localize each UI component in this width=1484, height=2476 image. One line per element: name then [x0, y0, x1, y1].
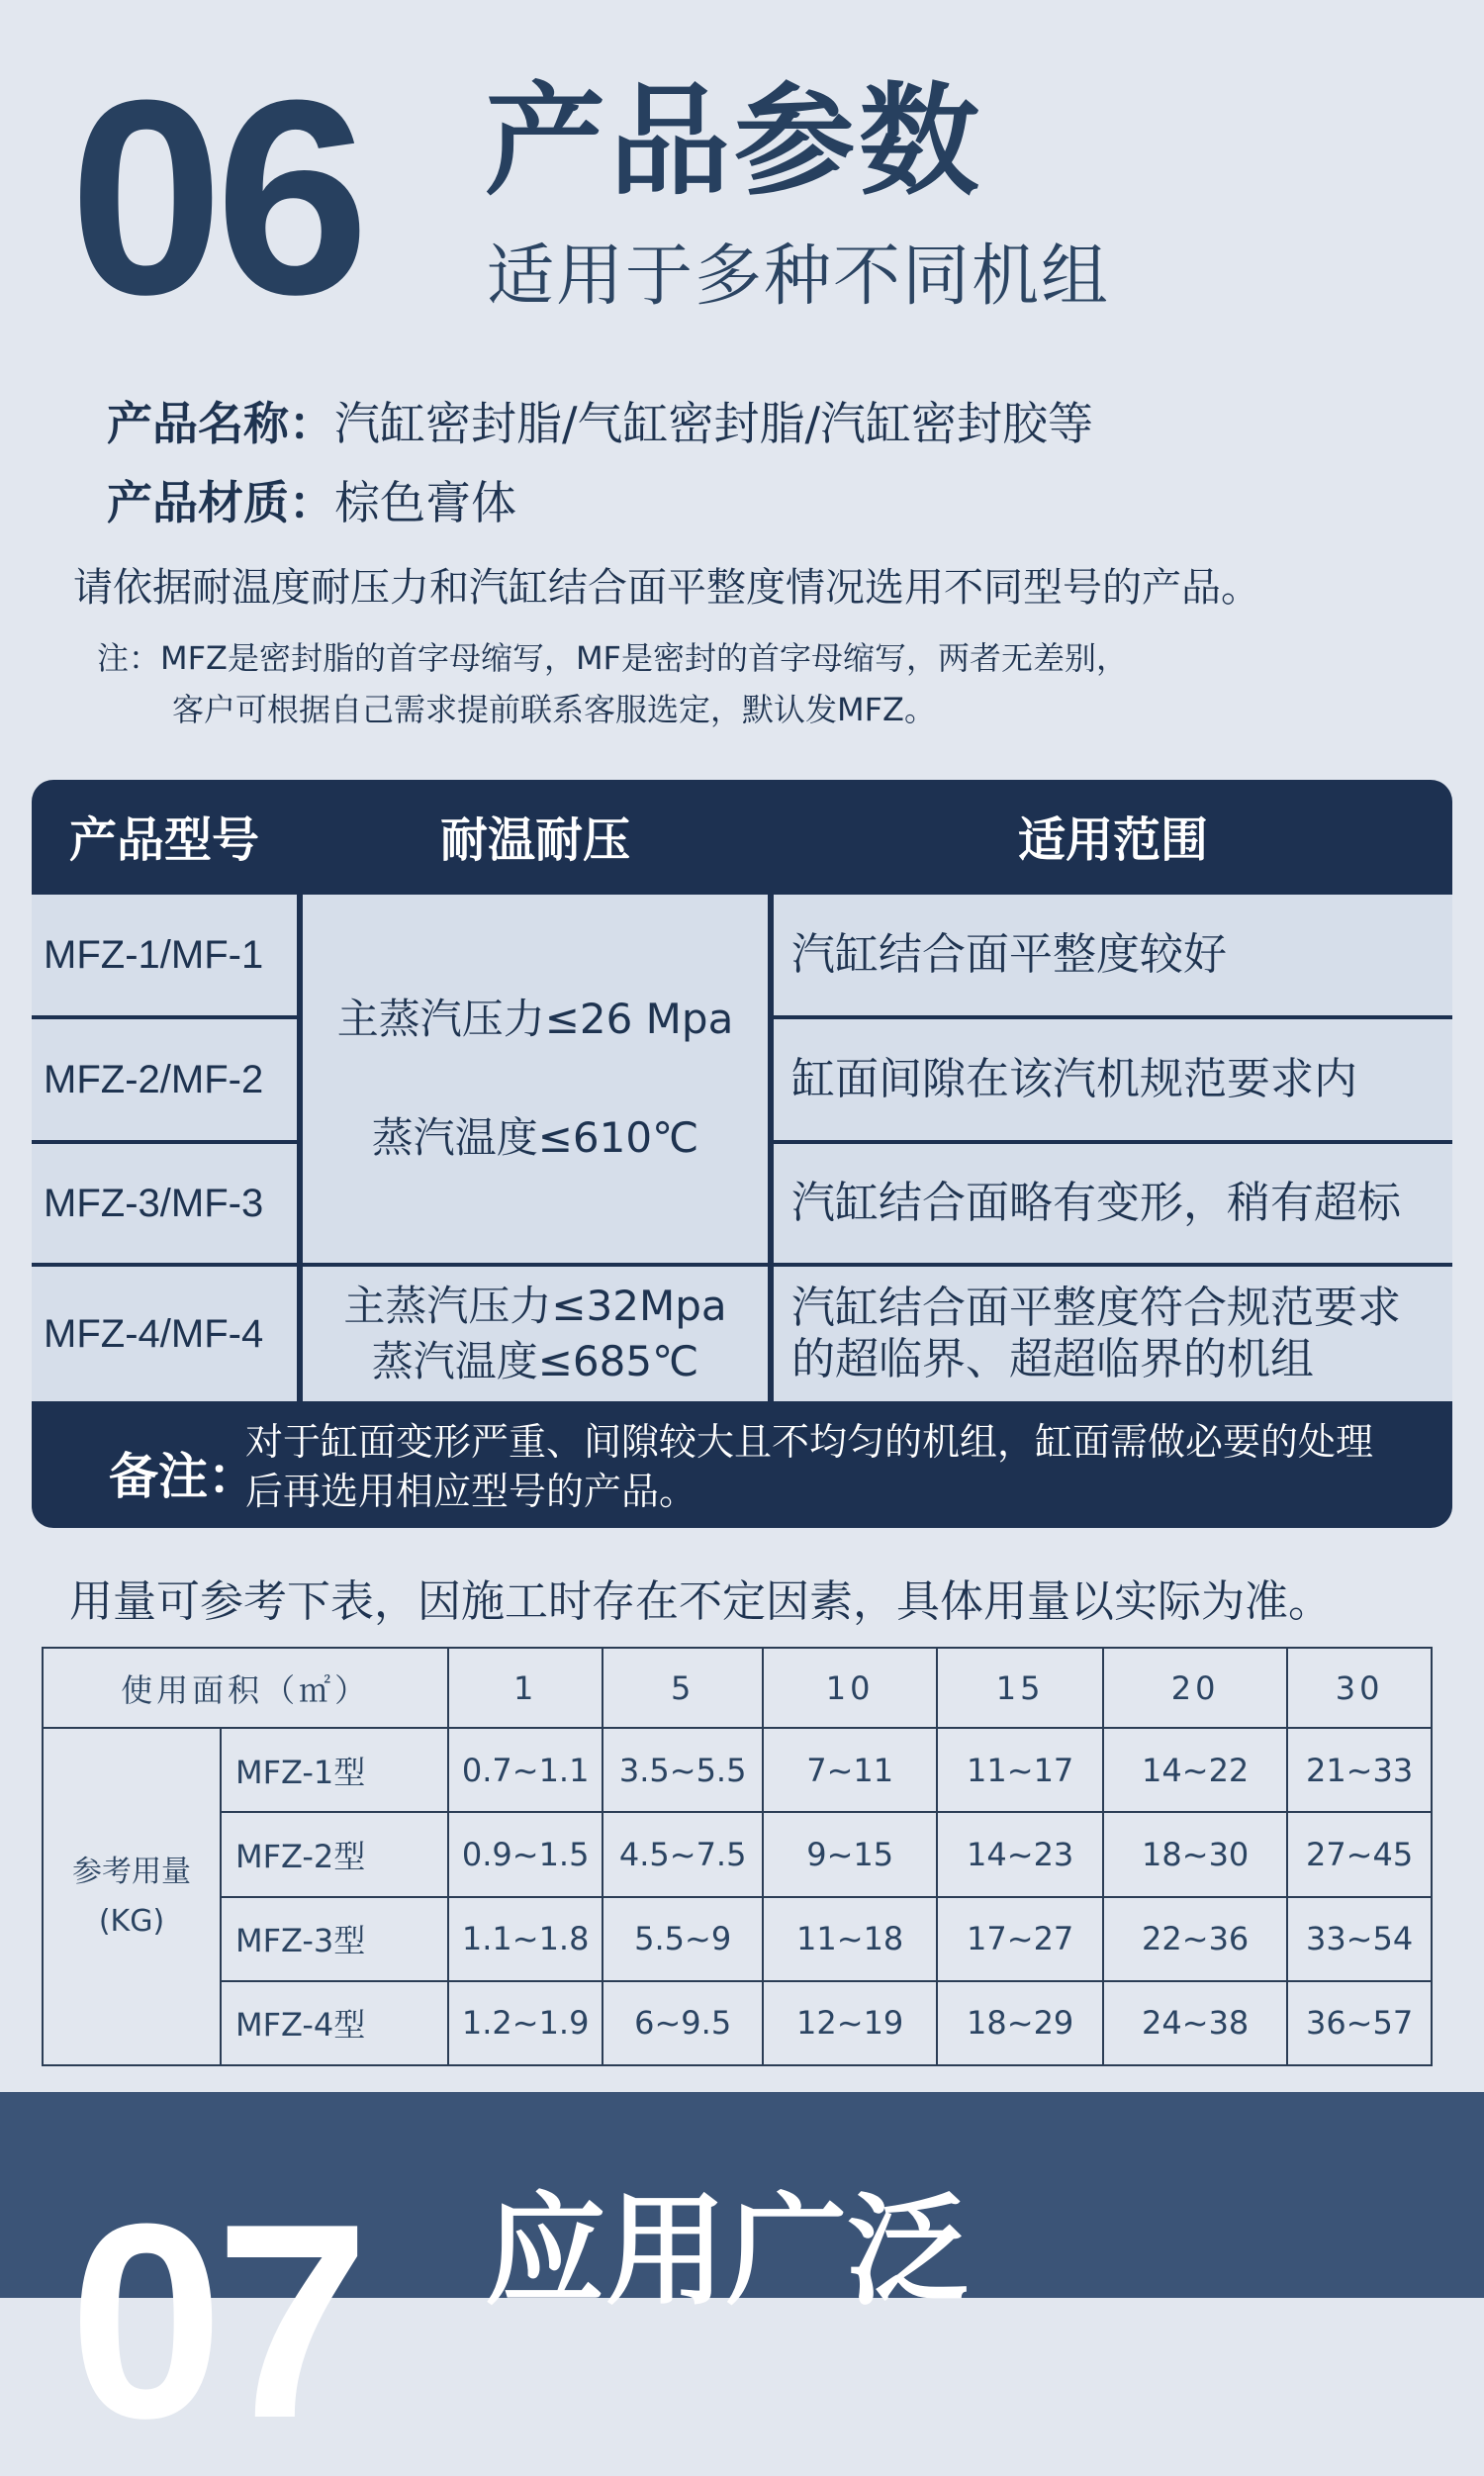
ref-label: 参考用量	[72, 1854, 191, 1889]
model-cell: MFZ-3/MF-3	[32, 1144, 297, 1263]
pressure-limit: 主蒸汽压力≤32Mpa	[343, 1282, 727, 1330]
scope-cell: 缸面间隙在该汽机规范要求内	[774, 1019, 1452, 1140]
note-line-2: 客户可根据自己需求提前联系客服选定，默认发MFZ。	[172, 691, 936, 728]
usage-value: 14~22	[1103, 1728, 1287, 1812]
header-temp-pressure: 耐温耐压	[439, 811, 630, 868]
usage-value: 3.5~5.5	[603, 1728, 763, 1812]
header-model: 产品型号	[68, 811, 259, 868]
usage-row	[43, 1897, 1432, 1981]
product-material-value: 棕色膏体	[334, 476, 516, 529]
section-title: 产品参数	[485, 71, 983, 212]
remark	[81, 1409, 1427, 1518]
usage-row	[43, 1728, 1432, 1812]
usage-value: 18~30	[1103, 1812, 1287, 1896]
usage-value: 36~57	[1287, 1981, 1432, 2065]
usage-value: 12~19	[763, 1981, 937, 2065]
usage-value: 4.5~7.5	[603, 1812, 763, 1896]
pressure-limit: 主蒸汽压力≤26 Mpa	[336, 995, 734, 1043]
usage-note: 用量可参考下表，因施工时存在不定因素，具体用量以实际为准。	[69, 1576, 1332, 1627]
selection-advice: 请依据耐温度耐压力和汽缸结合面平整度情况选用不同型号的产品。	[73, 565, 1260, 611]
remark-line: 后再选用相应型号的产品。	[245, 1470, 697, 1513]
usage-value: 11~18	[763, 1897, 937, 1981]
model-cell: MFZ-4/MF-4	[32, 1267, 297, 1401]
usage-header-row	[43, 1648, 1432, 1728]
usage-value: 6~9.5	[603, 1981, 763, 2065]
usage-value: 33~54	[1287, 1897, 1432, 1981]
usage-value: 11~17	[937, 1728, 1103, 1812]
product-material-line	[107, 473, 516, 532]
model-type: MFZ-2型	[221, 1812, 448, 1896]
usage-table	[42, 1647, 1433, 2066]
scope-line: 汽缸结合面平整度符合规范要求	[791, 1283, 1401, 1333]
usage-value: 0.9~1.5	[448, 1812, 603, 1896]
area-cell: 5	[603, 1648, 763, 1728]
product-name-line	[107, 394, 1093, 453]
usage-row	[43, 1812, 1432, 1896]
remark-label: 备注：	[109, 1448, 257, 1505]
scope-cell	[774, 1267, 1452, 1401]
temp-pressure-cell	[303, 895, 768, 1263]
ref-unit: (KG)	[98, 1903, 165, 1939]
model-cell: MFZ-1/MF-1	[32, 895, 297, 1015]
area-cell: 1	[448, 1648, 603, 1728]
remark-text	[245, 1417, 1433, 1516]
usage-value: 0.7~1.1	[448, 1728, 603, 1812]
spec-table	[32, 780, 1452, 1528]
usage-value: 9~15	[763, 1812, 937, 1896]
next-section-number: 07	[69, 2167, 362, 2476]
usage-value: 1.2~1.9	[448, 1981, 603, 2065]
product-name-label: 产品名称：	[107, 397, 334, 450]
reference-usage-label	[43, 1728, 221, 2065]
temp-pressure-cell	[303, 1267, 768, 1401]
usage-value: 24~38	[1103, 1981, 1287, 2065]
temperature-limit: 蒸汽温度≤685℃	[371, 1337, 699, 1385]
usage-value: 17~27	[937, 1897, 1103, 1981]
product-name-value: 汽缸密封脂/气缸密封脂/汽缸密封胶等	[334, 397, 1093, 450]
section-subtitle: 适用于多种不同机组	[487, 238, 1111, 316]
product-material-label: 产品材质：	[107, 476, 334, 529]
area-cell: 30	[1287, 1648, 1432, 1728]
scope-cell: 汽缸结合面略有变形，稍有超标	[774, 1144, 1452, 1263]
scope-line: 的超临界、超超临界的机组	[791, 1334, 1314, 1384]
usage-value: 14~23	[937, 1812, 1103, 1896]
usage-value: 18~29	[937, 1981, 1103, 2065]
next-section-title: 应用广泛	[485, 2181, 968, 2322]
header-scope: 适用范围	[1017, 811, 1208, 868]
section-number: 06	[69, 44, 362, 352]
usage-value: 21~33	[1287, 1728, 1432, 1812]
usage-value: 22~36	[1103, 1897, 1287, 1981]
model-type: MFZ-4型	[221, 1981, 448, 2065]
area-cell: 20	[1103, 1648, 1287, 1728]
usage-row	[43, 1981, 1432, 2065]
usage-value: 7~11	[763, 1728, 937, 1812]
model-type: MFZ-1型	[221, 1728, 448, 1812]
usage-value: 1.1~1.8	[448, 1897, 603, 1981]
area-header: 使用面积（㎡）	[43, 1648, 448, 1728]
area-cell: 10	[763, 1648, 937, 1728]
area-cell: 15	[937, 1648, 1103, 1728]
remark-line: 对于缸面变形严重、间隙较大且不均匀的机组，缸面需做必要的处理	[245, 1420, 1374, 1464]
usage-value: 5.5~9	[603, 1897, 763, 1981]
note-line-1: 注：MFZ是密封脂的首字母缩写，MF是密封的首字母缩写，两者无差别，	[97, 639, 1128, 677]
model-cell: MFZ-2/MF-2	[32, 1019, 297, 1140]
scope-cell: 汽缸结合面平整度较好	[774, 895, 1452, 1015]
next-section-banner	[0, 2092, 1484, 2476]
usage-value: 27~45	[1287, 1812, 1432, 1896]
temperature-limit: 蒸汽温度≤610℃	[371, 1113, 699, 1162]
model-type: MFZ-3型	[221, 1897, 448, 1981]
